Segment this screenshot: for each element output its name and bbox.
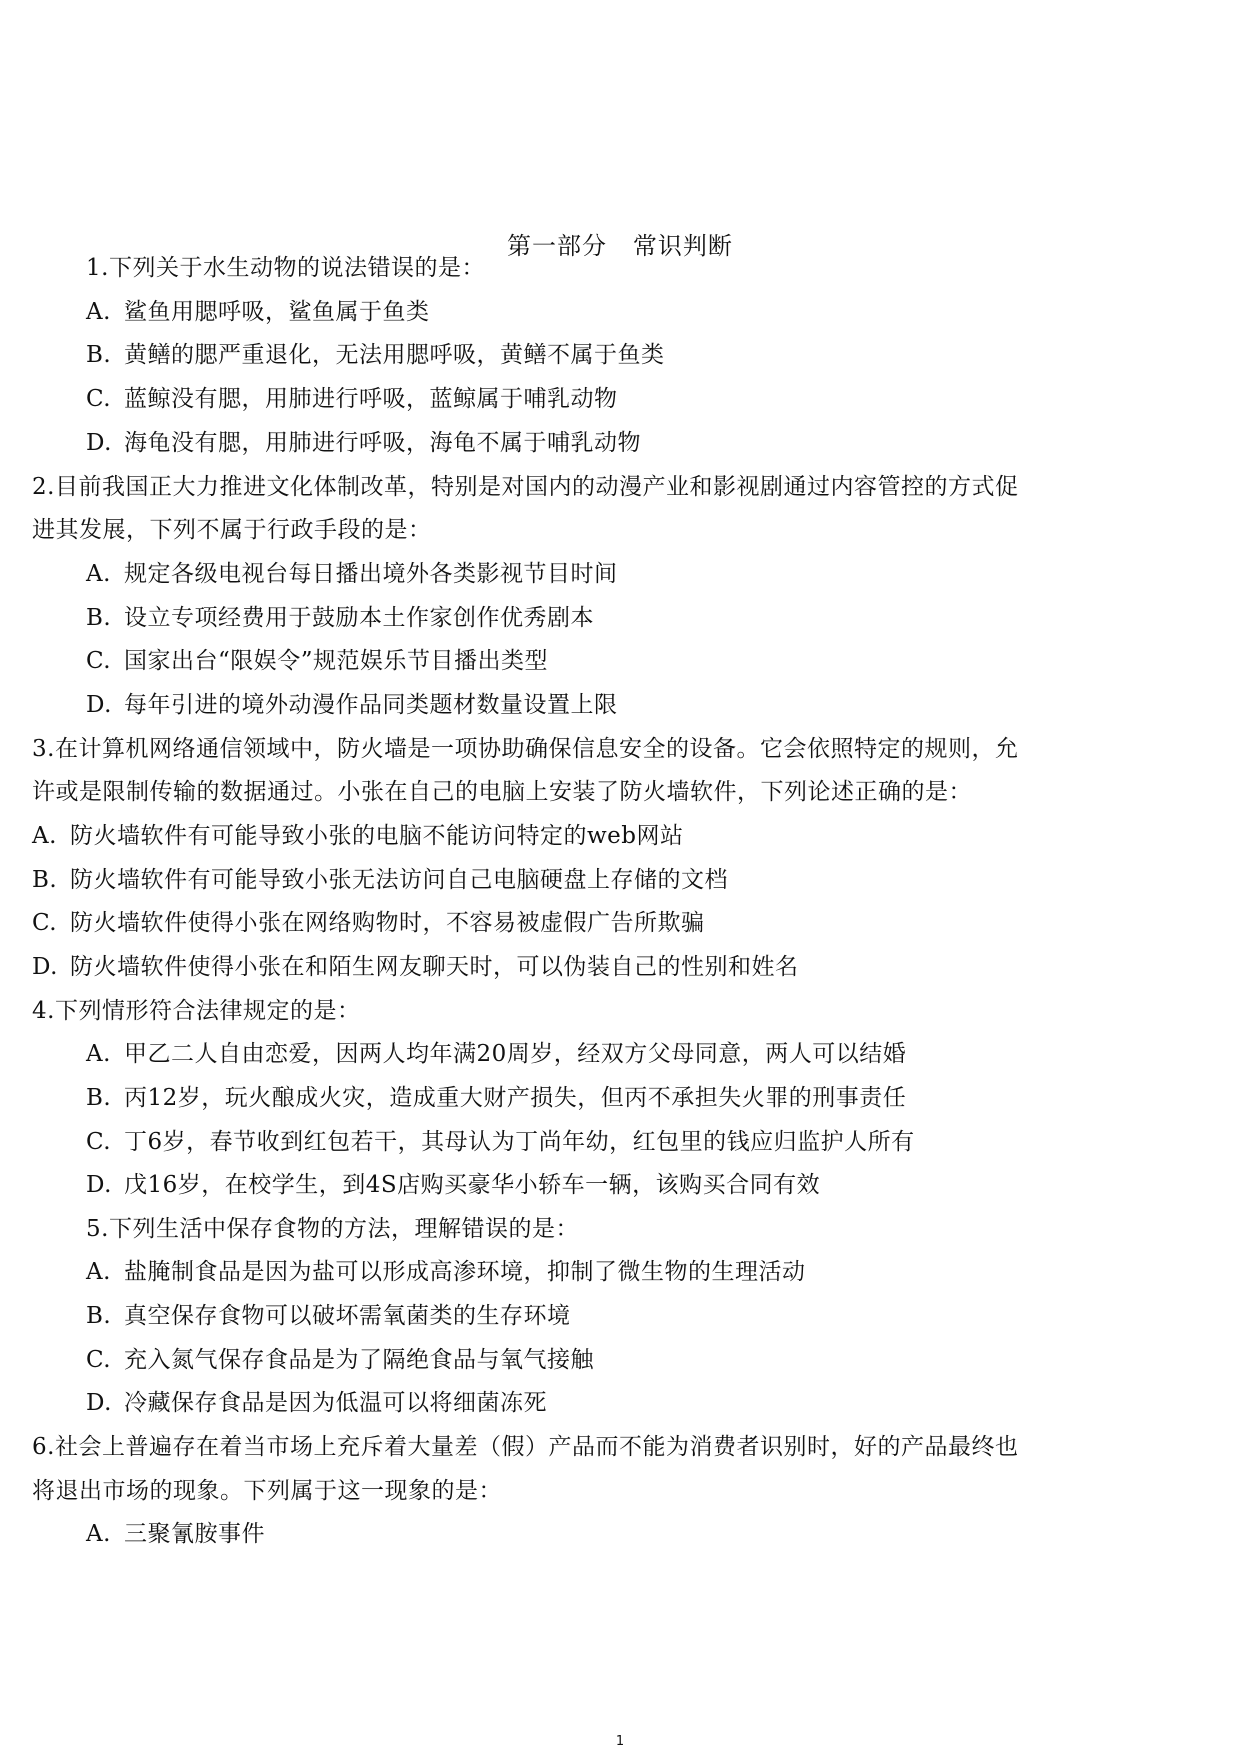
question-4-option-c [86,1127,915,1157]
question-3-option-d [32,952,799,982]
option-letter: D. [86,1390,112,1416]
question-1-option-c [86,384,618,414]
option-letter: C. [86,386,112,412]
option-text: 丁6岁，春节收到红包若干，其母认为丁尚年幼，红包里的钱应归监护人所有 [124,1129,915,1155]
question-2-stem-line-2: 进其发展，下列不属于行政手段的是： [32,517,432,543]
question-6-stem-line-2: 将退出市场的现象。下列属于这一现象的是： [32,1478,502,1504]
question-2-option-b [86,603,594,633]
question-3-option-b [32,865,728,895]
option-letter: C. [86,1347,112,1373]
option-text: 蓝鲸没有腮，用肺进行呼吸，蓝鲸属于哺乳动物 [124,386,618,412]
option-text: 防火墙软件有可能导致小张的电脑不能访问特定的web网站 [70,823,684,849]
section-title: 第一部分 常识判断 [507,232,733,260]
option-text: 盐腌制食品是因为盐可以形成高渗环境，抑制了微生物的生理活动 [124,1259,806,1285]
page-number: 1 [615,1734,625,1749]
question-4-option-a [86,1039,906,1069]
option-letter: B. [32,867,58,893]
option-text: 海龟没有腮，用肺进行呼吸，海龟不属于哺乳动物 [124,430,641,456]
option-text: 三聚氰胺事件 [124,1521,265,1547]
option-letter: D. [86,1172,112,1198]
question-5-option-a [86,1257,806,1287]
question-3-option-a [32,821,684,851]
option-text: 防火墙软件有可能导致小张无法访问自己电脑硬盘上存储的文档 [70,867,728,893]
option-text: 防火墙软件使得小张在网络购物时，不容易被虚假广告所欺骗 [70,910,705,936]
option-text: 丙12岁，玩火酿成火灾，造成重大财产损失，但丙不承担失火罪的刑事责任 [124,1085,907,1111]
option-letter: C. [86,1129,112,1155]
question-3-stem-line-1: 3.在计算机网络通信领域中，防火墙是一项协助确保信息安全的设备。它会依照特定的规则，允 [32,736,1019,762]
option-text: 国家出台“限娱令”规范娱乐节目播出类型 [124,648,549,674]
option-letter: B. [86,1085,112,1111]
question-4-option-d [86,1170,820,1200]
question-5-option-c [86,1345,594,1375]
question-1-option-b [86,340,665,370]
option-text: 甲乙二人自由恋爱，因两人均年满20周岁，经双方父母同意，两人可以结婚 [124,1041,907,1067]
option-letter: A. [86,1521,111,1547]
option-letter: A. [86,1259,111,1285]
question-1-stem: 1.下列关于水生动物的说法错误的是： [86,255,485,281]
option-text: 鲨鱼用腮呼吸，鲨鱼属于鱼类 [124,299,430,325]
option-text: 戊16岁，在校学生，到4S店购买豪华小轿车一辆，该购买合同有效 [124,1172,821,1198]
question-2-option-c [86,646,548,676]
option-text: 冷藏保存食品是因为低温可以将细菌冻死 [124,1390,547,1416]
option-text: 真空保存食物可以破坏需氧菌类的生存环境 [124,1303,571,1329]
option-letter: A. [86,1041,111,1067]
option-letter: D. [86,692,112,718]
question-5-option-b [86,1301,571,1331]
option-letter: B. [86,1303,112,1329]
option-letter: D. [32,954,58,980]
question-4-option-b [86,1083,906,1113]
option-text: 防火墙软件使得小张在和陌生网友聊天时，可以伪装自己的性别和姓名 [70,954,799,980]
question-5-option-d [86,1388,547,1418]
question-3-option-c [32,908,705,938]
option-letter: A. [32,823,57,849]
question-3-stem-line-2: 许或是限制传输的数据通过。小张在自己的电脑上安装了防火墙软件，下列论述正确的是： [32,779,972,805]
option-text: 充入氮气保存食品是为了隔绝食品与氧气接触 [124,1347,594,1373]
option-text: 黄鳝的腮严重退化，无法用腮呼吸，黄鳝不属于鱼类 [124,342,665,368]
question-1-option-d [86,428,641,458]
option-letter: C. [32,910,58,936]
question-2-option-d [86,690,618,720]
option-letter: A. [86,299,111,325]
question-4-stem: 4.下列情形符合法律规定的是： [32,998,361,1024]
question-2-option-a [86,559,618,589]
question-6-option-a [86,1519,265,1549]
option-text: 设立专项经费用于鼓励本土作家创作优秀剧本 [124,605,594,631]
option-letter: B. [86,342,112,368]
question-5-stem: 5.下列生活中保存食物的方法，理解错误的是： [86,1216,579,1242]
option-text: 每年引进的境外动漫作品同类题材数量设置上限 [124,692,618,718]
option-letter: B. [86,605,112,631]
option-letter: C. [86,648,112,674]
question-2-stem-line-1: 2.目前我国正大力推进文化体制改革，特别是对国内的动漫产业和影视剧通过内容管控的方式促 [32,474,1019,500]
option-text: 规定各级电视台每日播出境外各类影视节目时间 [124,561,618,587]
option-letter: D. [86,430,112,456]
option-letter: A. [86,561,111,587]
question-6-stem-line-1: 6.社会上普遍存在着当市场上充斥着大量差（假）产品而不能为消费者识别时，好的产品最终也 [32,1434,1019,1460]
question-1-option-a [86,297,430,327]
